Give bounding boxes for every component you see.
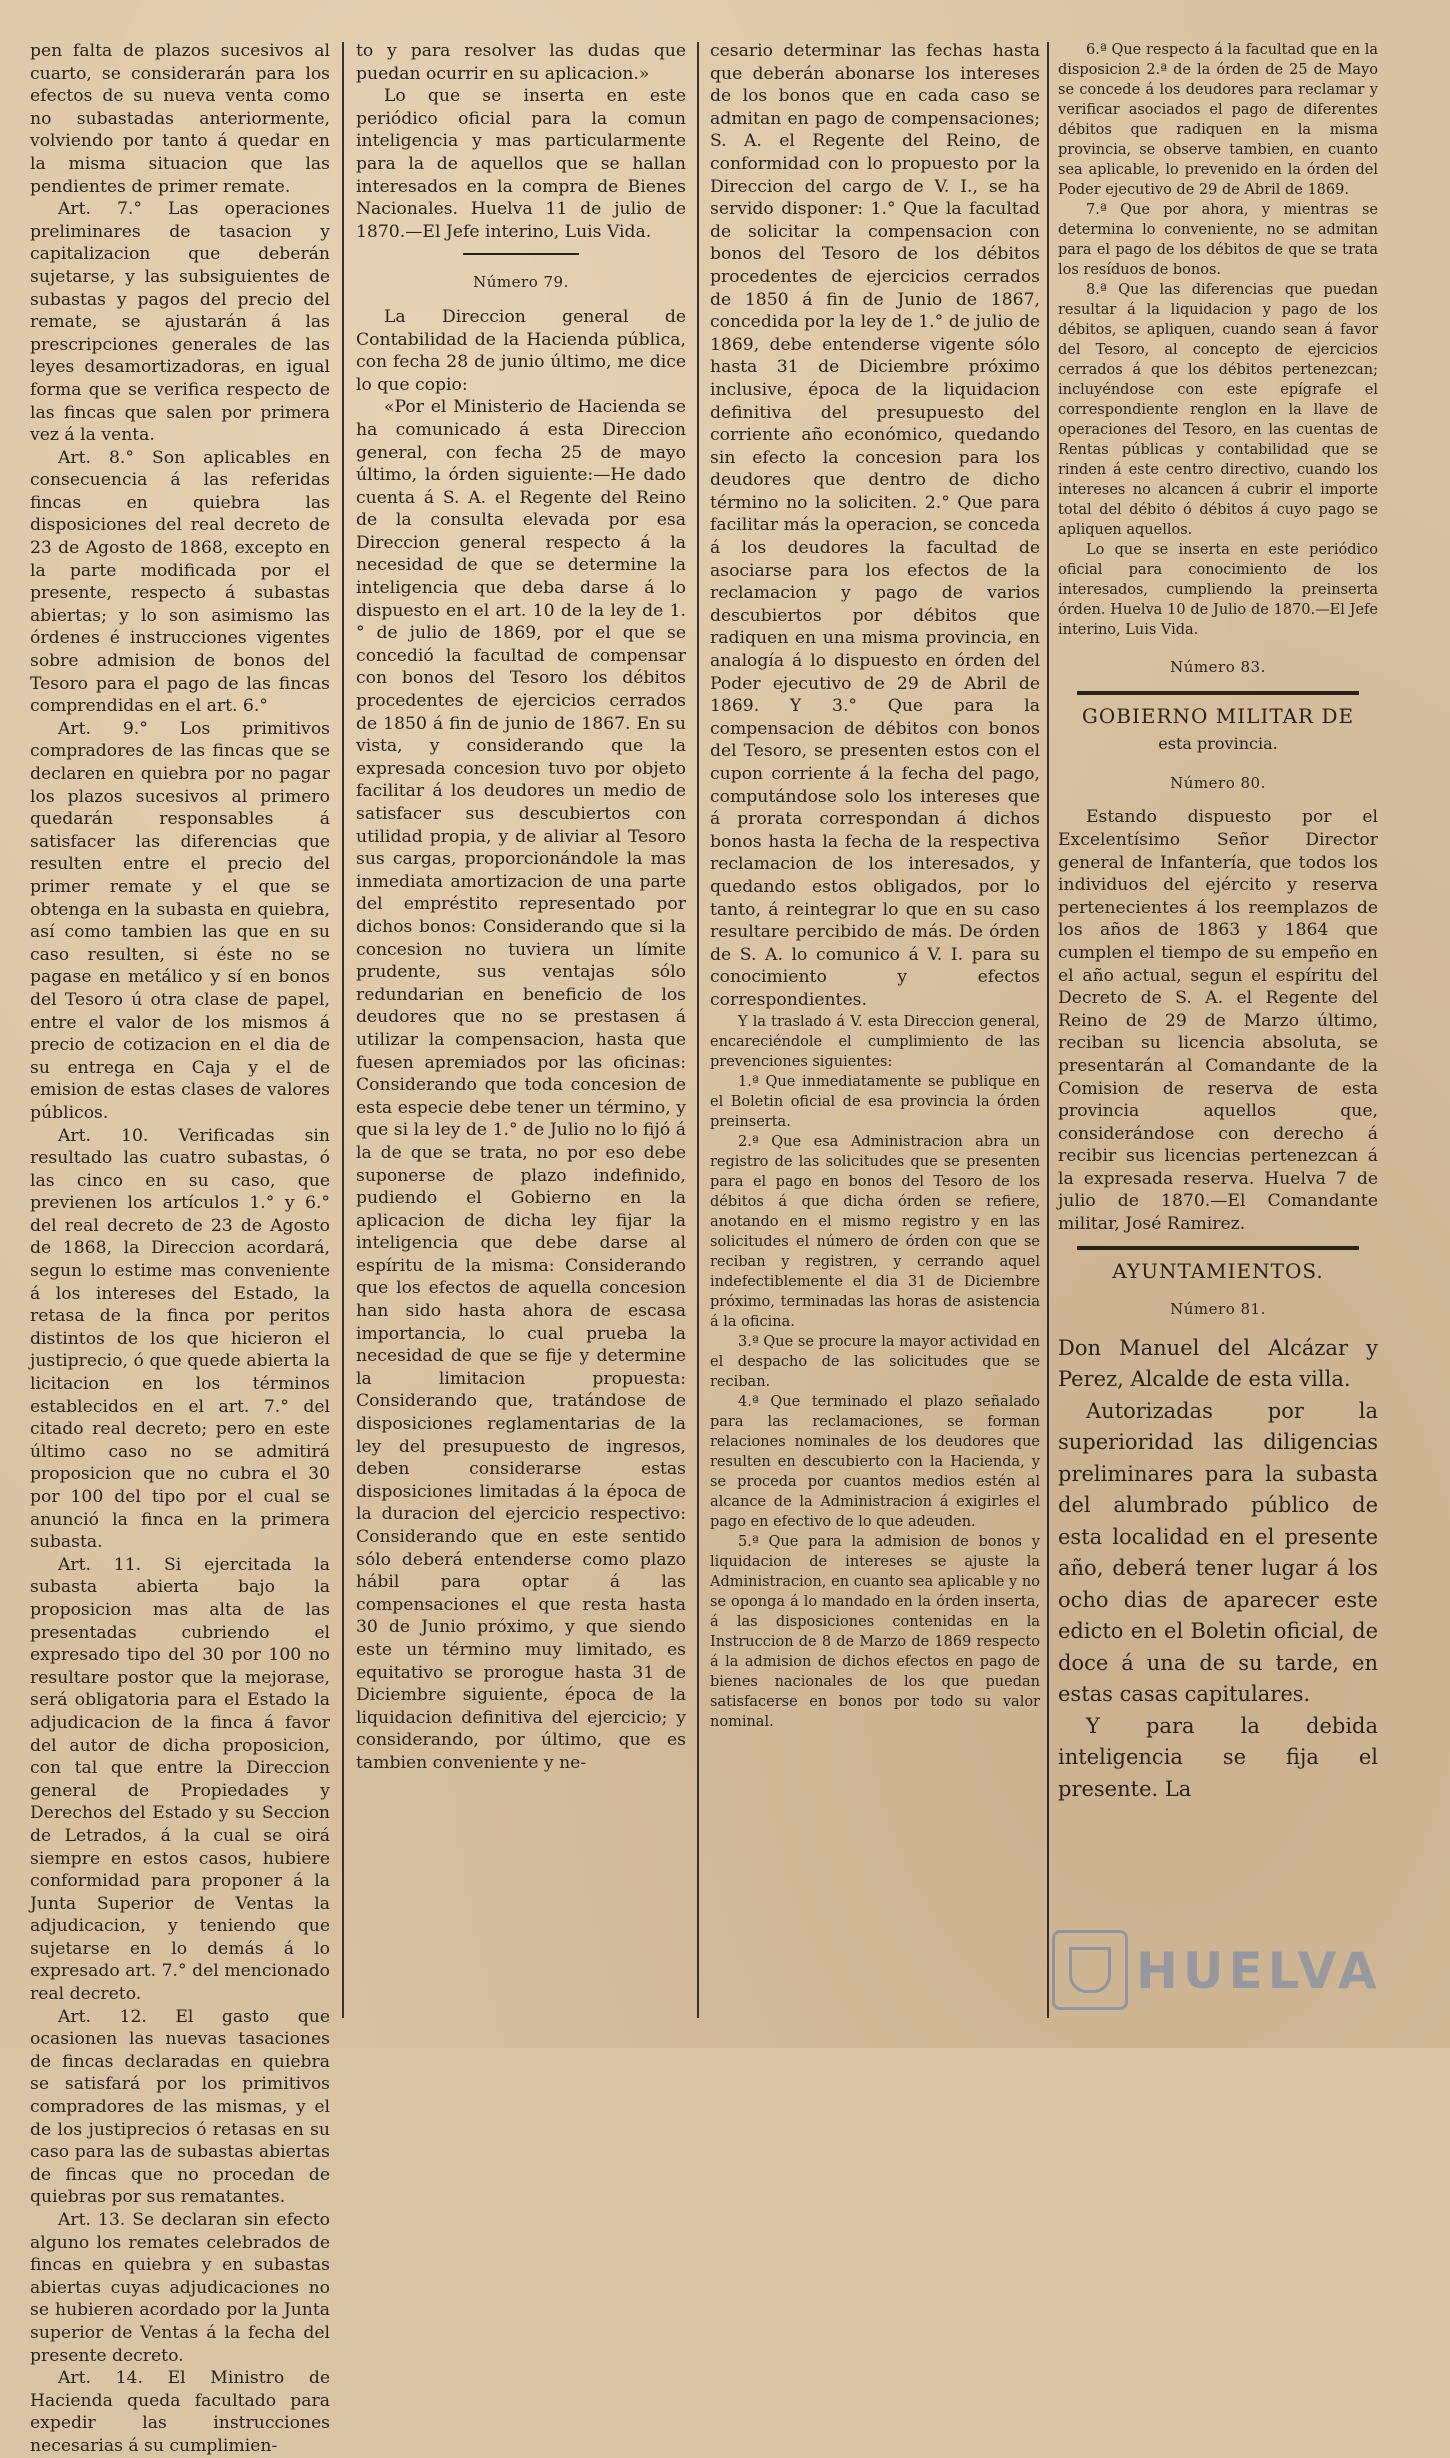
crest-icon xyxy=(1052,1930,1128,2010)
paragraph: Art. 14. El Ministro de Hacienda queda facultado para expedir las instrucciones necesarias á su cumplimien- xyxy=(30,2368,330,2456)
paragraph: Art. 10. Verificadas sin resultado las cuatro subastas, ó las cinco en su caso, que previenen los artículos 1.° y 6.° del real decreto de 23 de Agosto de 1868, la Direccion acordará, segun lo estime mas conveniente á los intereses del Estado, la retasa de la finca por peritos distintos de los que hicieron el justiprecio, ó que quede abierta la licitacion en los términos establecidos en el art. 7.° del citado real decreto; pero en este último caso no se admitirá proposicion que no cubra el 30 por 100 del tipo por el cual se anunció la finca en la primera subasta. xyxy=(30,1125,330,1553)
column-3 xyxy=(710,40,1040,2026)
column-rule xyxy=(697,42,699,2018)
paragraph: La Direccion general de Contabilidad de la Hacienda pública, con fecha 28 de junio último, me dice lo que copio: xyxy=(356,306,686,395)
section-divider xyxy=(1077,1246,1359,1250)
paragraph: Art. 8.° Son aplicables en consecuencia á las referidas fincas en quiebra las disposiciones del real decreto de 23 de Agosto de 1868, excepto en la parte modificada por el presente, respecto á subastas abiertas; y lo son asimismo las órdenes é instrucciones vigentes sobre admision de bonos del Tesoro para el pago de las fincas comprendidas en el art. 6.° xyxy=(30,447,330,717)
column-2 xyxy=(356,40,686,2026)
section-heading: GOBIERNO MILITAR DE xyxy=(1081,703,1355,728)
paragraph: Autorizadas por la superioridad las diligencias preliminares para la subasta del alumbrado público de esta localidad en el presente año, deberá tener lugar á los ocho dias de aparecer este edicto en el Boletin oficial, de doce á una de su tarde, en estas casas capitulares. xyxy=(1058,1398,1378,1707)
paragraph: 8.ª Que las diferencias que puedan resultar á la liquidacion y pago de los débitos, se apliquen, cuando sean á favor del Tesoro, al concepto de ejercicios cerrados á que los débitos pertenezcan; incluyéndose con este epígrafe el correspondiente renglon en la llave de operaciones del Tesoro, en las cuentas de Rentas públicas y contabilidad que se rinden á este centro directivo, cuando los intereses no alcancen á cubrir el importe total del débito ó débitos á cuyo pago se apliquen aquellos. xyxy=(1058,282,1378,538)
paragraph: Art. 7.° Las operaciones preliminares de tasacion y capitalizacion que deberán sujetarse, y las subsiguientes de subastas y pagos del precio del remate, se ajustarán á las prescripciones generales de las leyes desamortizadoras, en igual forma que se verifica respecto de las fincas que salen por primera vez á la venta. xyxy=(30,199,330,446)
paragraph: to y para resolver las dudas que puedan ocurrir en su aplicacion.» xyxy=(356,41,686,84)
paragraph: Art. 13. Se declaran sin efecto alguno los remates celebrados de fincas en quiebra y en subastas abiertas cuyas adjudicaciones no se hubieren acordado por la Junta superior de Ventas á la fecha del presente decreto. xyxy=(30,2210,330,2366)
paragraph: pen falta de plazos sucesivos al cuarto, se considerarán para los efectos de su nueva venta como no subastadas anteriormente, volviendo por tanto á quedar en la misma situacion que las pendientes de primer remate. xyxy=(30,41,330,197)
notice-number: Número 81. xyxy=(1170,1300,1266,1319)
paragraph: 6.ª Que respecto á la facultad que en la disposicion 2.ª de la órden de 25 de Mayo se concede á los deudores para reclamar y verificar asociados el pago de diferentes débitos que radiquen en la misma provincia, se observe tambien, en cuanto sea aplicable, lo prevenido en la órden del Poder ejecutivo de 29 de Abril de 1869. xyxy=(1058,42,1378,198)
paragraph: Art. 12. El gasto que ocasionen las nuevas tasaciones de fincas declaradas en quiebra se satisfará por los primitivos compradores de las mismas, y el de los justiprecios ó retasas en su caso para las de subastas abiertas de fincas que no procedan de quiebras por sus rematantes. xyxy=(30,2006,330,2208)
notice-number: Número 79. xyxy=(473,273,569,292)
paragraph: 2.ª Que esa Administracion abra un registro de las solicitudes que se presenten para el pago en bonos del Tesoro de los débitos á que dicha órden se refiere, anotando en el mismo registro y en las solicitudes el número de órden con que se reciban y registren, y cerrando aquel indefectiblemente el dia 31 de Diciembre próximo, terminadas las horas de asistencia á la oficina. xyxy=(710,1133,1040,1330)
column-1 xyxy=(30,40,330,2456)
library-stamp xyxy=(1052,1924,1382,2010)
section-divider xyxy=(1077,691,1359,695)
paragraph: 4.ª Que terminado el plazo señalado para las reclamaciones, se forman relaciones nominales de los deudores que resulten en descubierto con la Hacienda, y se proceda por cuantos medios estén al alcance de la Administracion á exigirles el pago en efectivo de lo que adeuden. xyxy=(710,1393,1040,1530)
paragraph: 1.ª Que inmediatamente se publique en el Boletin oficial de esa provincia la órden preinserta. xyxy=(710,1073,1040,1130)
paragraph: 5.ª Que para la admision de bonos y liquidacion de intereses se ajuste la Administracion, en cuanto sea aplicable y no se oponga á lo mandado en la órden inserta, á las disposiciones contenidas en la Instruccion de 8 de Marzo de 1869 respecto á la admision de dichos efectos en pago de bienes nacionales de los que puedan satisfacerse en bonos por todo su valor nominal. xyxy=(710,1533,1040,1730)
paragraph: Art. 11. Si ejercitada la subasta abierta bajo la proposicion mas alta de las presentadas cubriendo el expresado tipo del 30 por 100 no resultare postor que la mejorase, será obligatoria para el Estado la adjudicacion de la finca á favor del autor de dicha proposicion, con tal que entre la Direccion general de Propiedades y Derechos del Estado y su Seccion de Letrados, á la cual se oirá siempre en estos casos, hubiere conformidad para proponer á la Junta Superior de Ventas la adjudicacion, y teniendo que sujetarse en lo demás á lo expresado art. 7.° del mencionado real decreto. xyxy=(30,1554,330,2005)
paragraph: Y la traslado á V. esta Direccion general, encareciéndole el cumplimiento de las prevenciones siguientes: xyxy=(710,1013,1040,1070)
paragraph: 7.ª Que por ahora, y mientras se determina lo conveniente, no se admitan para el pago de los débitos de que se trata los resíduos de bonos. xyxy=(1058,202,1378,278)
column-rule xyxy=(1047,42,1049,2018)
column-rule xyxy=(342,42,344,2018)
section-heading: AYUNTAMIENTOS. xyxy=(1112,1258,1324,1283)
stamp-text: HUELVA xyxy=(1136,1942,1382,2000)
paragraph: Estando dispuesto por el Excelentísimo Señor Director general de Infantería, que todos los individuos del ejército y reserva pertenecientes á los reemplazos de los años de 1863 y 1864 que cumplen el tiempo de su empeño en el año actual, segun el espíritu del Decreto de S. A. el Regente del Reino de 29 de Marzo último, reciban su licencia absoluta, se presentarán al Comandante de la Comision de reserva de esta provincia aquellos que, considerándose con derecho á recibir sus licencias pertenezcan á la expresada reserva. Huelva 7 de julio de 1870.—El Comandante militar, José Ramirez. xyxy=(1058,807,1378,1235)
paragraph: Y para la debida inteligencia se fija el presente. La xyxy=(1058,1713,1378,1801)
paragraph: Lo que se inserta en este periódico oficial para la comun inteligencia y mas particularmente para la de aquellos que se hallan interesados en la compra de Bienes Nacionales. Huelva 11 de julio de 1870.—El Jefe interino, Luis Vida. xyxy=(356,86,686,242)
paragraph: Art. 9.° Los primitivos compradores de las fincas que se declaren en quiebra por no pagar los plazos sucesivos al primero quedarán responsables á satisfacer las diferencias que resulten entre el precio del primer remate y el que se obtenga en la subasta en quiebra, así como tambien las que en su caso resulten, si éste no se pagase en metálico y sí en bonos del Tesoro ú otra clase de papel, entre el valor de los mismos á precio de cotizacion en el dia de su entrega en Caja y el de emision de estas clases de valores públicos. xyxy=(30,718,330,1123)
section-divider xyxy=(463,253,579,255)
notice-number: Número 83. xyxy=(1170,658,1266,676)
column-4 xyxy=(1058,40,1378,2026)
section-subheading: esta provincia. xyxy=(1158,734,1278,754)
notice-number: Número 80. xyxy=(1170,773,1266,792)
paragraph: cesario determinar las fechas hasta que deberán abonarse los intereses de los bonos que en cada caso se admitan en pago de compensaciones; S. A. el Regente del Reino, de conformidad con lo propuesto por la Direccion del cargo de V. I., se ha servido disponer: 1.° Que la facultad de solicitar la compensacion con bonos del Tesoro de los débitos procedentes de ejercicios cerrados de 1850 á fin de Junio de 1867, concedida por la ley de 1.° de julio de 1869, debe entenderse vigente sólo hasta 31 de Diciembre próximo inclusive, época de la liquidacion definitiva del presupuesto del corriente año económico, quedando sin efecto la concesion para los deudores que dentro de dicho término no la soliciten. 2.° Que para facilitar más la operacion, se conceda á los deudores la facultad de asociarse para los efectos de la reclamacion y pago de varios descubiertos por débitos que radiquen en una misma provincia, en analogía á lo dispuesto en órden del Poder ejecutivo de 29 de Abril de 1869. Y 3.° Que para la compensacion de débitos con bonos del Tesoro, se presenten estos con el cupon corriente á la fecha del pago, computándose solo los intereses que á prorata correspondan á dichos bonos hasta la fecha de la respectiva reclamacion de los interesados, y quedando estos obligados, por lo tanto, á reintegrar lo que en su caso resultare percibido de más. De órden de S. A. lo comunico á V. I. para su conocimiento y efectos correspondientes. xyxy=(710,41,1040,1010)
paragraph: 3.ª Que se procure la mayor actividad en el despacho de las solicitudes que se reciban. xyxy=(710,1333,1040,1390)
paragraph: «Por el Ministerio de Hacienda se ha comunicado á esta Direccion general, con fecha 25 de mayo último, la órden siguiente:—He dado cuenta á S. A. el Regente del Reino de la consulta elevada por esa Direccion general respecto á la necesidad de que se determine la inteligencia que deba darse á lo dispuesto en el art. 10 de la ley de 1.° de julio de 1869, por el que se concedió la facultad de compensar con bonos del Tesoro los débitos procedentes de ejercicios cerrados de 1850 á fin de junio de 1867. En su vista, y considerando que la expresada concesion tuvo por objeto facilitar á los deudores un medio de satisfacer sus descubiertos con utilidad propia, y de aliviar al Tesoro sus cargas, proporcionándole la mas inmediata amortizacion de una parte del empréstito representado por dichos bonos: Considerando que si la concesion no tuviera un límite prudente, sus ventajas sólo redundarian en beneficio de los deudores que no se prestasen á utilizar la compensacion, hasta que fuesen apremiados por las oficinas: Considerando que toda concesion de esta especie debe tener un término, y que si la ley de 1.° de Julio no lo fijó á la de que se trata, no por eso debe suponerse de plazo indefinido, pudiendo el Gobierno en la aplicacion de dicha ley fijar la inteligencia que debe darse al espíritu de la misma: Considerando que los efectos de aquella concesion han sido hasta ahora de escasa importancia, lo cual prueba la necesidad de que se fije y determine la limitacion propuesta: Considerando que, tratándose de disposiciones reglamentarias de la ley del presupuesto de ingresos, deben considerarse estas disposiciones limitadas á la época de la duracion del ejercicio respectivo: Considerando que en este sentido sólo deberá entenderse como plazo hábil para optar á las compensaciones el que resta hasta 30 de Junio próximo, y que siendo este un término muy limitado, es equitativo se prorogue hasta 31 de Diciembre siguiente, época de la liquidacion definitiva del ejercicio; y considerando, por último, que es tambien conveniente y ne- xyxy=(356,397,686,1773)
paragraph: Don Manuel del Alcázar y Perez, Alcalde de esta villa. xyxy=(1058,1335,1378,1392)
paragraph: Lo que se inserta en este periódico oficial para conocimiento de los interesados, cumpliendo la preinserta órden. Huelva 10 de Julio de 1870.—El Jefe interino, Luis Vida. xyxy=(1058,542,1378,638)
